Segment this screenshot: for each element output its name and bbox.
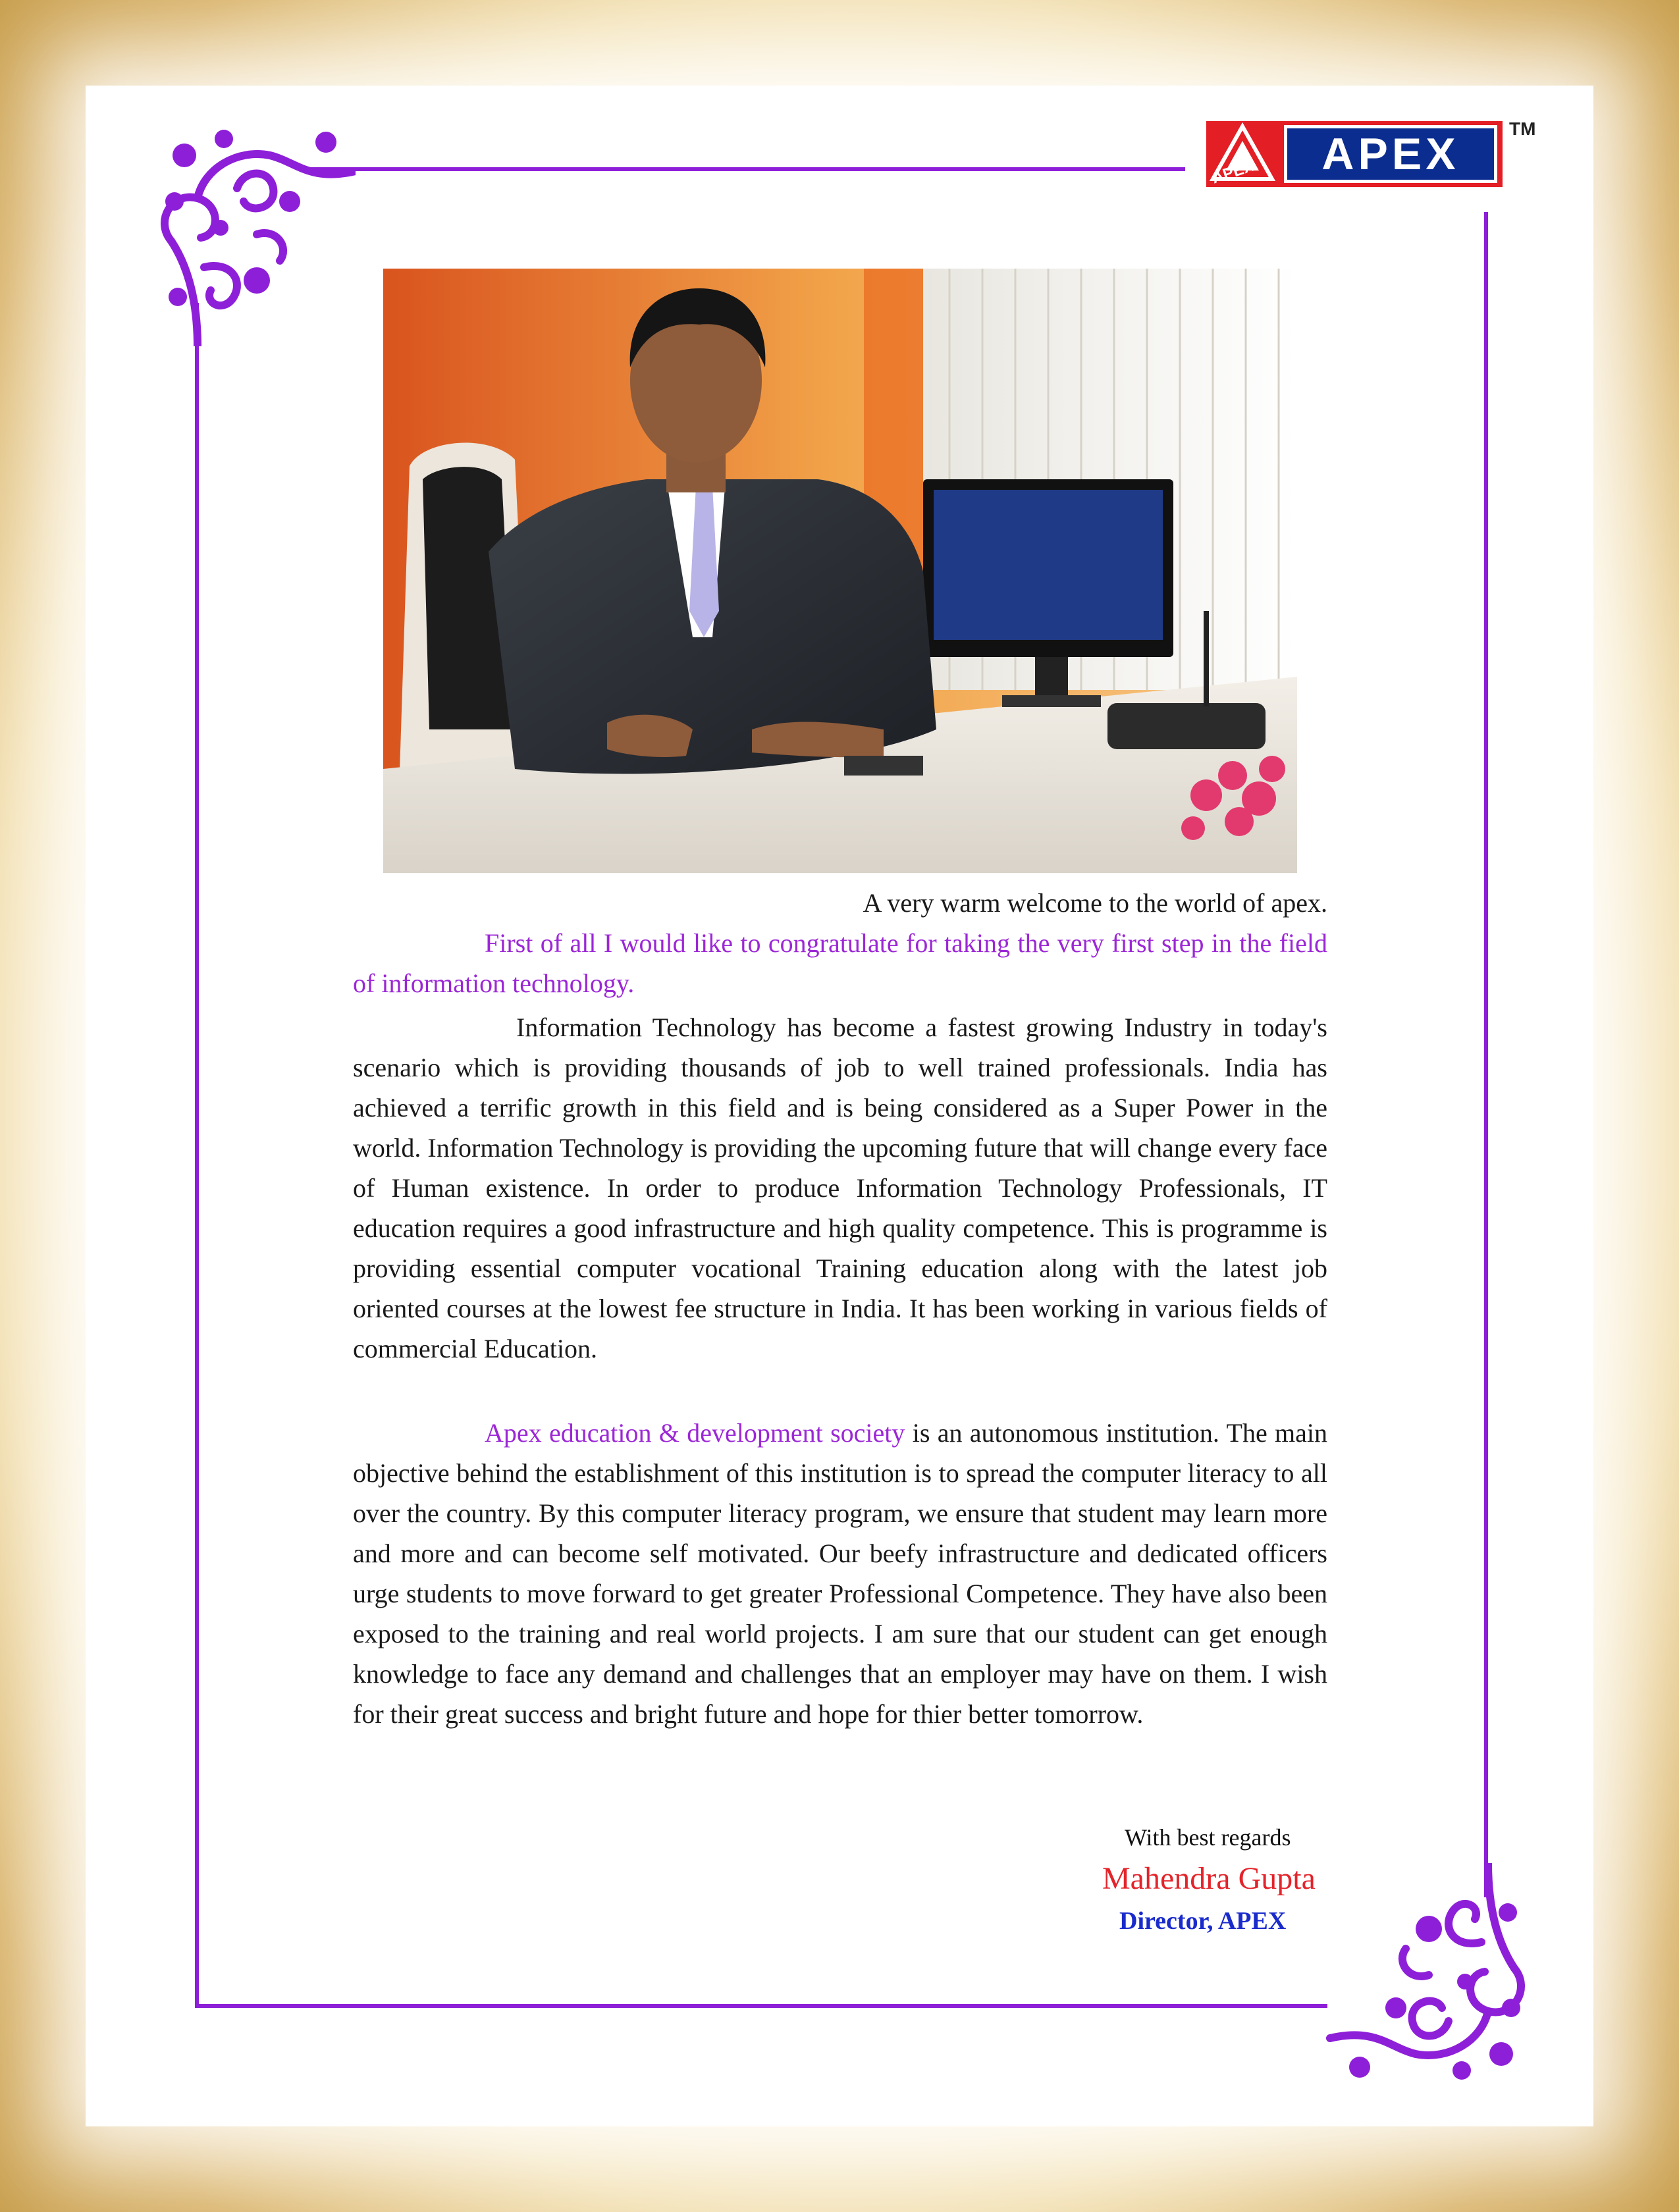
society-name: Apex education & development society	[485, 1418, 905, 1448]
society-paragraph	[353, 1413, 1327, 1734]
signatory-title: Director, APEX	[1119, 1907, 1287, 1935]
apex-wordmark: APEX	[1284, 125, 1497, 183]
welcome-line: A very warm welcome to the world of apex.	[863, 888, 1327, 918]
border-bottom	[195, 2004, 1327, 2008]
it-industry-text: Information Technology has become a fastest growing Industry in today's scenario which is providing thousands of job to well trained professionals. India has achieved a terrific growth in this field and is being considered as a Super Power in the world. Information Technology is providing the upcoming future that will change every face of Human existence. In order to produce Information Technology Professionals, IT education requires a good infrastructure and high quality competence. This is programme is providing essential computer vocational Training education along with the latest job oriented courses at the lowest fee structure in India. It has been working in various fields of commercial Education.	[353, 1013, 1327, 1363]
apex-mark-icon	[1206, 121, 1279, 187]
border-right	[1484, 212, 1488, 1897]
apex-logo	[1206, 121, 1503, 187]
apex-mark-text: APEX	[1210, 157, 1256, 188]
trademark-symbol: TM	[1509, 118, 1536, 139]
congratulations-paragraph	[353, 923, 1327, 1003]
director-photo	[383, 269, 1297, 873]
society-text: is an autonomous institution. The main objective behind the establishment of this institution is to spread the computer literacy to all over the country. By this computer literacy program, we ensure that student may learn more and more and can become self motivated. Our beefy infrastructure and dedicated officers urge students to move forward to get greater Professional Competence. They have also been exposed to the training and real world projects. I am sure that our student can get enough knowledge to face any demand and challenges that an employer may have on them. I wish for their great success and bright future and hope for thier better tomorrow.	[353, 1418, 1327, 1729]
closing-regards: With best regards	[1125, 1824, 1291, 1851]
border-top	[309, 167, 1185, 171]
signatory-name: Mahendra Gupta	[1102, 1861, 1316, 1896]
corner-ornament-icon	[1317, 1863, 1528, 2080]
border-left	[195, 303, 199, 2008]
it-industry-paragraph	[353, 1007, 1327, 1369]
congratulations-text: First of all I would like to congratulate for taking the very first step in the field of information technology.	[353, 928, 1327, 998]
corner-ornament-icon	[158, 129, 356, 346]
